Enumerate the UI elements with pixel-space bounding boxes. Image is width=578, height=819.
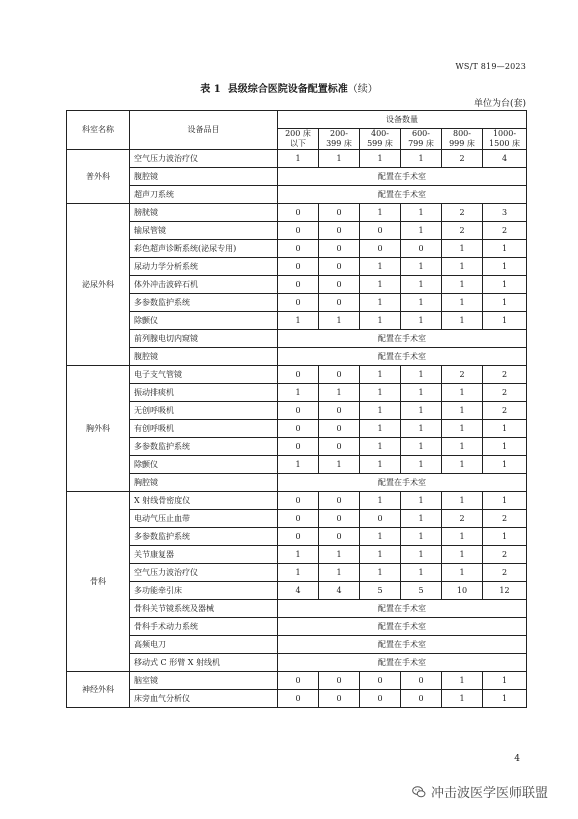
qty-cell: 0 <box>360 222 401 240</box>
table-row <box>67 348 527 366</box>
qty-cell: 0 <box>319 258 360 276</box>
qty-cell: 0 <box>360 672 401 690</box>
merged-cell: 配置在手术室 <box>278 618 527 636</box>
qty-cell: 1 <box>442 240 483 258</box>
item-cell: 超声刀系统 <box>130 186 278 204</box>
qty-cell: 1 <box>360 150 401 168</box>
table-row <box>67 582 527 600</box>
qty-cell: 1 <box>360 456 401 474</box>
qty-cell: 1 <box>401 510 442 528</box>
qty-cell: 1 <box>442 294 483 312</box>
item-cell: 多参数监护系统 <box>130 294 278 312</box>
qty-cell: 4 <box>278 582 319 600</box>
qty-cell: 1 <box>442 312 483 330</box>
qty-cell: 0 <box>319 420 360 438</box>
header-bed-4 <box>442 129 483 150</box>
bed-line-2: 以下 <box>290 139 306 148</box>
qty-cell: 1 <box>319 312 360 330</box>
qty-cell: 1 <box>360 492 401 510</box>
table-row <box>67 366 527 384</box>
table-row <box>67 510 527 528</box>
qty-cell: 1 <box>483 276 527 294</box>
qty-cell: 1 <box>319 456 360 474</box>
qty-cell: 0 <box>360 240 401 258</box>
qty-cell: 12 <box>483 582 527 600</box>
qty-cell: 1 <box>278 456 319 474</box>
qty-cell: 1 <box>360 312 401 330</box>
qty-cell: 0 <box>401 240 442 258</box>
bed-line-1: 800- <box>453 129 471 138</box>
qty-cell: 1 <box>483 528 527 546</box>
merged-cell: 配置在手术室 <box>278 600 527 618</box>
bed-line-2: 1500 床 <box>489 139 520 148</box>
table-row <box>67 690 527 708</box>
table-row <box>67 546 527 564</box>
qty-cell: 1 <box>483 672 527 690</box>
qty-cell: 1 <box>401 420 442 438</box>
table-row <box>67 168 527 186</box>
qty-cell: 1 <box>442 672 483 690</box>
qty-cell: 1 <box>483 456 527 474</box>
qty-cell: 0 <box>319 294 360 312</box>
qty-cell: 1 <box>442 438 483 456</box>
qty-cell: 0 <box>319 222 360 240</box>
qty-cell: 1 <box>401 150 442 168</box>
qty-cell: 2 <box>483 564 527 582</box>
table-row <box>67 294 527 312</box>
standard-code: WS/T 819—2023 <box>455 62 526 71</box>
header-bed-1 <box>319 129 360 150</box>
qty-cell: 0 <box>278 204 319 222</box>
equipment-table <box>66 110 527 708</box>
qty-cell: 0 <box>278 690 319 708</box>
qty-cell: 1 <box>401 222 442 240</box>
qty-cell: 2 <box>442 204 483 222</box>
table-row <box>67 672 527 690</box>
qty-cell: 1 <box>401 294 442 312</box>
item-cell: 电动气压止血带 <box>130 510 278 528</box>
qty-cell: 2 <box>442 366 483 384</box>
item-cell: 多功能牵引床 <box>130 582 278 600</box>
watermark-text: 冲击波医学医师联盟 <box>430 786 548 801</box>
merged-cell: 配置在手术室 <box>278 654 527 672</box>
table-row <box>67 240 527 258</box>
item-cell: 除颤仪 <box>130 456 278 474</box>
qty-cell: 0 <box>319 510 360 528</box>
table-row <box>67 636 527 654</box>
item-cell: 关节康复器 <box>130 546 278 564</box>
merged-cell: 配置在手术室 <box>278 474 527 492</box>
qty-cell: 1 <box>483 690 527 708</box>
dept-cell: 骨科 <box>67 492 130 672</box>
page-number: 4 <box>514 754 520 764</box>
wechat-icon <box>412 785 426 799</box>
qty-cell: 0 <box>319 276 360 294</box>
item-cell: 尿动力学分析系统 <box>130 258 278 276</box>
table-row <box>67 492 527 510</box>
item-cell: 脑室镜 <box>130 672 278 690</box>
table-row <box>67 276 527 294</box>
item-cell: 膀胱镜 <box>130 204 278 222</box>
qty-cell: 1 <box>360 402 401 420</box>
qty-cell: 1 <box>483 240 527 258</box>
item-cell: 有创呼吸机 <box>130 420 278 438</box>
qty-cell: 1 <box>483 420 527 438</box>
qty-cell: 1 <box>401 312 442 330</box>
item-cell: 胸腔镜 <box>130 474 278 492</box>
watermark <box>412 782 548 801</box>
qty-cell: 1 <box>401 384 442 402</box>
qty-cell: 1 <box>401 366 442 384</box>
qty-cell: 1 <box>360 438 401 456</box>
qty-cell: 0 <box>278 528 319 546</box>
bed-line-1: 200 床 <box>285 129 311 138</box>
qty-cell: 1 <box>442 546 483 564</box>
qty-cell: 1 <box>360 258 401 276</box>
qty-cell: 5 <box>360 582 401 600</box>
qty-cell: 1 <box>360 420 401 438</box>
table-row <box>67 474 527 492</box>
qty-cell: 1 <box>401 258 442 276</box>
table-row <box>67 204 527 222</box>
qty-cell: 0 <box>278 438 319 456</box>
qty-cell: 1 <box>442 384 483 402</box>
qty-cell: 1 <box>401 456 442 474</box>
qty-cell: 1 <box>401 528 442 546</box>
qty-cell: 1 <box>442 690 483 708</box>
qty-cell: 0 <box>278 222 319 240</box>
qty-cell: 1 <box>278 150 319 168</box>
bed-line-2: 999 床 <box>449 139 475 148</box>
table-row <box>67 402 527 420</box>
qty-cell: 1 <box>360 204 401 222</box>
item-cell: 彩色超声诊断系统(泌尿专用) <box>130 240 278 258</box>
table-title <box>0 80 578 95</box>
qty-cell: 1 <box>278 384 319 402</box>
qty-cell: 1 <box>442 402 483 420</box>
dept-cell: 胸外科 <box>67 366 130 492</box>
qty-cell: 0 <box>278 420 319 438</box>
unit-note: 单位为台(套) <box>473 99 526 109</box>
qty-cell: 0 <box>319 438 360 456</box>
header-bed-5 <box>483 129 527 150</box>
qty-cell: 1 <box>319 564 360 582</box>
merged-cell: 配置在手术室 <box>278 186 527 204</box>
item-cell: 骨科关节镜系统及器械 <box>130 600 278 618</box>
qty-cell: 1 <box>319 150 360 168</box>
qty-cell: 2 <box>483 222 527 240</box>
item-cell: 输尿管镜 <box>130 222 278 240</box>
qty-cell: 1 <box>442 276 483 294</box>
qty-cell: 0 <box>319 240 360 258</box>
merged-cell: 配置在手术室 <box>278 348 527 366</box>
qty-cell: 1 <box>483 312 527 330</box>
qty-cell: 0 <box>278 402 319 420</box>
qty-cell: 1 <box>278 546 319 564</box>
header-item: 设备品目 <box>130 111 278 150</box>
item-cell: 多参数监护系统 <box>130 438 278 456</box>
qty-cell: 1 <box>401 564 442 582</box>
qty-cell: 0 <box>278 258 319 276</box>
qty-cell: 4 <box>319 582 360 600</box>
qty-cell: 1 <box>360 384 401 402</box>
qty-cell: 1 <box>401 204 442 222</box>
header-dept: 科室名称 <box>67 111 130 150</box>
qty-cell: 1 <box>483 438 527 456</box>
bed-line-1: 200- <box>330 129 348 138</box>
qty-cell: 2 <box>483 546 527 564</box>
item-cell: 床旁血气分析仪 <box>130 690 278 708</box>
qty-cell: 0 <box>319 492 360 510</box>
header-qty: 设备数量 <box>278 111 527 129</box>
merged-cell: 配置在手术室 <box>278 330 527 348</box>
qty-cell: 1 <box>278 564 319 582</box>
table-row <box>67 618 527 636</box>
qty-cell: 1 <box>442 492 483 510</box>
qty-cell: 1 <box>442 258 483 276</box>
qty-cell: 1 <box>442 564 483 582</box>
qty-cell: 0 <box>278 510 319 528</box>
qty-cell: 1 <box>483 258 527 276</box>
qty-cell: 1 <box>442 528 483 546</box>
merged-cell: 配置在手术室 <box>278 636 527 654</box>
qty-cell: 2 <box>442 510 483 528</box>
qty-cell: 0 <box>360 510 401 528</box>
qty-cell: 1 <box>401 546 442 564</box>
qty-cell: 1 <box>319 384 360 402</box>
table-row <box>67 564 527 582</box>
qty-cell: 3 <box>483 204 527 222</box>
item-cell: X 射线骨密度仪 <box>130 492 278 510</box>
item-cell: 空气压力波治疗仪 <box>130 150 278 168</box>
header-bed-0 <box>278 129 319 150</box>
qty-cell: 1 <box>360 294 401 312</box>
qty-cell: 0 <box>278 366 319 384</box>
qty-cell: 1 <box>278 312 319 330</box>
table-row <box>67 330 527 348</box>
item-cell: 高频电刀 <box>130 636 278 654</box>
table-row <box>67 312 527 330</box>
qty-cell: 1 <box>401 492 442 510</box>
bed-line-2: 799 床 <box>408 139 434 148</box>
qty-cell: 0 <box>360 690 401 708</box>
qty-cell: 0 <box>319 528 360 546</box>
qty-cell: 0 <box>319 366 360 384</box>
qty-cell: 1 <box>360 366 401 384</box>
item-cell: 振动排痰机 <box>130 384 278 402</box>
merged-cell: 配置在手术室 <box>278 168 527 186</box>
item-cell: 空气压力波治疗仪 <box>130 564 278 582</box>
qty-cell: 0 <box>319 672 360 690</box>
table-row <box>67 258 527 276</box>
qty-cell: 0 <box>319 690 360 708</box>
qty-cell: 1 <box>442 456 483 474</box>
bed-line-2: 399 床 <box>326 139 352 148</box>
table-row <box>67 456 527 474</box>
dept-cell: 普外科 <box>67 150 130 204</box>
qty-cell: 2 <box>483 366 527 384</box>
bed-line-1: 1000- <box>492 129 517 138</box>
item-cell: 前列腺电切内窥镜 <box>130 330 278 348</box>
table-row <box>67 600 527 618</box>
qty-cell: 2 <box>483 402 527 420</box>
table-row <box>67 150 527 168</box>
table-row <box>67 186 527 204</box>
table-row <box>67 528 527 546</box>
qty-cell: 0 <box>401 672 442 690</box>
qty-cell: 1 <box>360 546 401 564</box>
bed-line-1: 600- <box>412 129 430 138</box>
bed-line-2: 599 床 <box>367 139 393 148</box>
dept-cell: 泌尿外科 <box>67 204 130 366</box>
qty-cell: 1 <box>401 402 442 420</box>
table-row <box>67 384 527 402</box>
qty-cell: 5 <box>401 582 442 600</box>
item-cell: 体外冲击波碎石机 <box>130 276 278 294</box>
qty-cell: 2 <box>442 222 483 240</box>
qty-cell: 0 <box>319 204 360 222</box>
item-cell: 移动式 C 形臂 X 射线机 <box>130 654 278 672</box>
bed-line-1: 400- <box>371 129 389 138</box>
qty-cell: 1 <box>401 438 442 456</box>
qty-cell: 1 <box>360 276 401 294</box>
qty-cell: 1 <box>360 528 401 546</box>
item-cell: 腹腔镜 <box>130 348 278 366</box>
item-cell: 腹腔镜 <box>130 168 278 186</box>
qty-cell: 2 <box>483 384 527 402</box>
item-cell: 除颤仪 <box>130 312 278 330</box>
qty-cell: 4 <box>483 150 527 168</box>
qty-cell: 0 <box>401 690 442 708</box>
qty-cell: 0 <box>278 672 319 690</box>
qty-cell: 0 <box>278 492 319 510</box>
qty-cell: 1 <box>483 294 527 312</box>
qty-cell: 0 <box>278 294 319 312</box>
qty-cell: 1 <box>401 276 442 294</box>
item-cell: 多参数监护系统 <box>130 528 278 546</box>
title-prefix: 表 1 <box>200 84 221 95</box>
table-row <box>67 222 527 240</box>
qty-cell: 0 <box>278 240 319 258</box>
qty-cell: 2 <box>483 510 527 528</box>
qty-cell: 1 <box>483 492 527 510</box>
qty-cell: 1 <box>360 564 401 582</box>
item-cell: 骨科手术动力系统 <box>130 618 278 636</box>
qty-cell: 2 <box>442 150 483 168</box>
item-cell: 无创呼吸机 <box>130 402 278 420</box>
qty-cell: 1 <box>442 420 483 438</box>
header-bed-2 <box>360 129 401 150</box>
header-bed-3 <box>401 129 442 150</box>
qty-cell: 0 <box>319 402 360 420</box>
qty-cell: 1 <box>319 546 360 564</box>
table-row <box>67 420 527 438</box>
title-suffix: （续） <box>347 84 378 95</box>
table-row <box>67 654 527 672</box>
qty-cell: 10 <box>442 582 483 600</box>
dept-cell: 神经外科 <box>67 672 130 708</box>
table-row <box>67 438 527 456</box>
qty-cell: 0 <box>278 276 319 294</box>
title-main: 县级综合医院设备配置标准 <box>227 84 348 95</box>
item-cell: 电子支气管镜 <box>130 366 278 384</box>
